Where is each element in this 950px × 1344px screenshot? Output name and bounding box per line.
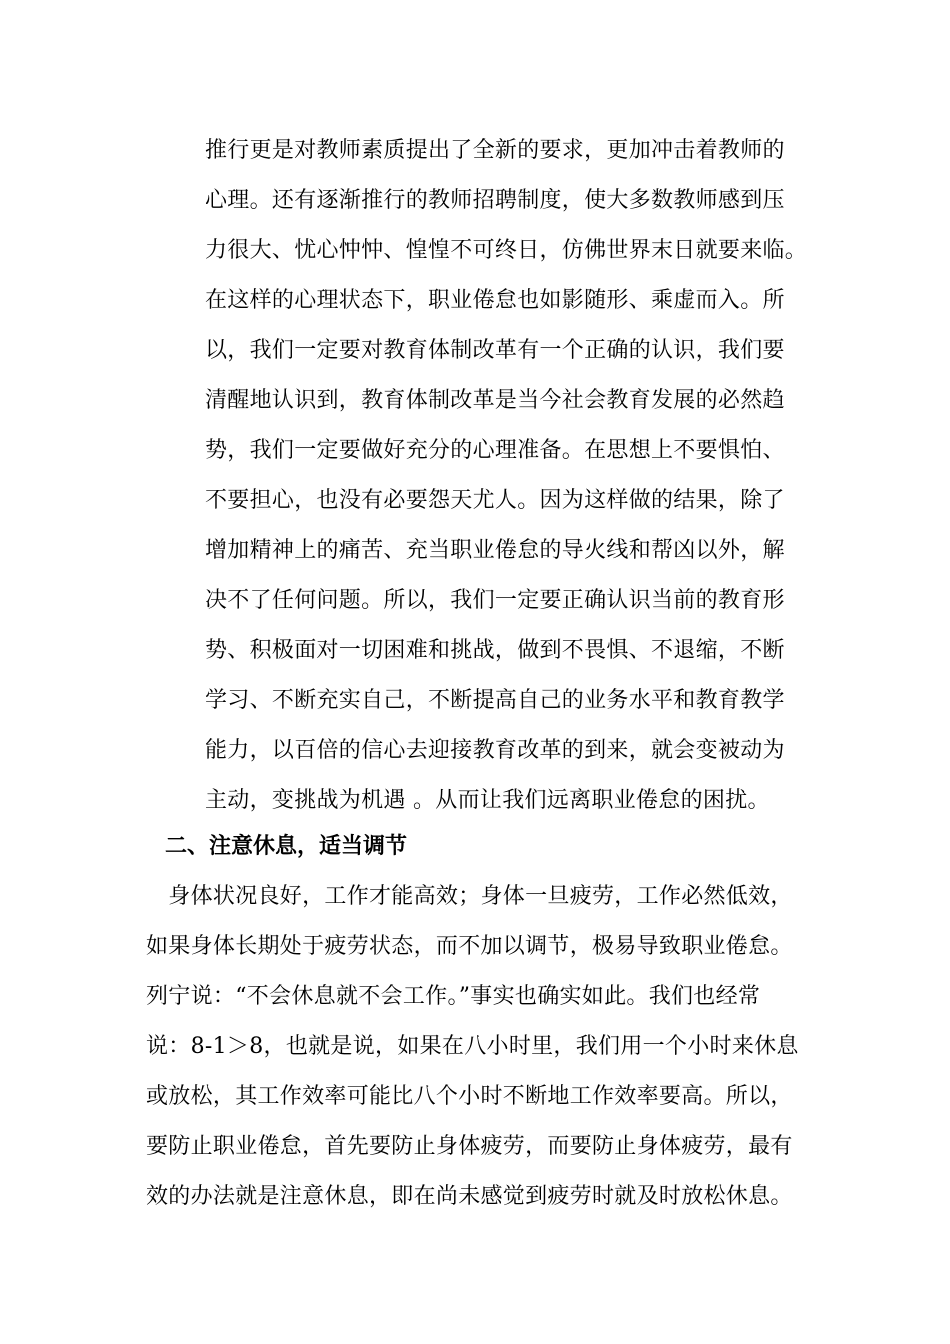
paragraph-line: 在这样的心理状态下，职业倦怠也如影随形、乘虚而入。所 <box>205 288 785 313</box>
paragraph-line: 如果身体长期处于疲劳状态，而不加以调节，极易导致职业倦怠。 <box>146 934 793 959</box>
paragraph-line: 主动，变挑战为机遇 。从而让我们远离职业倦怠的困扰。 <box>205 788 770 813</box>
paragraph-line: 列宁说：“不会休息就不会工作。”事实也确实如此。我们也经常 <box>146 984 761 1009</box>
paragraph-line: 力很大、忧心忡忡、惶惶不可终日，仿佛世界末日就要来临。 <box>205 238 808 263</box>
paragraph-line: 势，我们一定要做好充分的心理准备。在思想上不要惧怕、 <box>205 438 785 463</box>
paragraph-line: 要防止职业倦怠，首先要防止身体疲劳，而要防止身体疲劳，最有 <box>146 1134 793 1159</box>
paragraph-line: 以，我们一定要对教育体制改革有一个正确的认识，我们要 <box>205 338 785 363</box>
paragraph-line: 学习、不断充实自己，不断提高自己的业务水平和教育教学 <box>205 688 785 713</box>
paragraph-line: 能力，以百倍的信心去迎接教育改革的到来，就会变被动为 <box>205 738 785 763</box>
paragraph-line: 说：8-1＞8，也就是说，如果在八小时里，我们用一个小时来休息 <box>146 1034 799 1059</box>
paragraph-line: 推行更是对教师素质提出了全新的要求，更加冲击着教师的 <box>205 138 785 163</box>
paragraph-line: 心理。还有逐渐推行的教师招聘制度，使大多数教师感到压 <box>205 188 785 213</box>
paragraph-line: 身体状况良好，工作才能高效；身体一旦疲劳，工作必然低效， <box>146 884 793 909</box>
paragraph-line: 增加精神上的痛苦、充当职业倦怠的导火线和帮凶以外，解 <box>205 538 785 563</box>
paragraph-line: 清醒地认识到，教育体制改革是当今社会教育发展的必然趋 <box>205 388 785 413</box>
paragraph-line: 不要担心，也没有必要怨天尤人。因为这样做的结果，除了 <box>205 488 785 513</box>
paragraph-line: 或放松，其工作效率可能比八个小时不断地工作效率要高。所以， <box>146 1084 793 1109</box>
paragraph-line: 效的办法就是注意休息，即在尚未感觉到疲劳时就及时放松休息。 <box>146 1184 793 1209</box>
paragraph-line: 势、积极面对一切困难和挑战，做到不畏惧、不退缩，不断 <box>205 638 785 663</box>
section-heading: 二、注意休息，适当调节 <box>165 834 408 859</box>
paragraph-line: 决不了任何问题。所以，我们一定要正确认识当前的教育形 <box>205 588 785 613</box>
